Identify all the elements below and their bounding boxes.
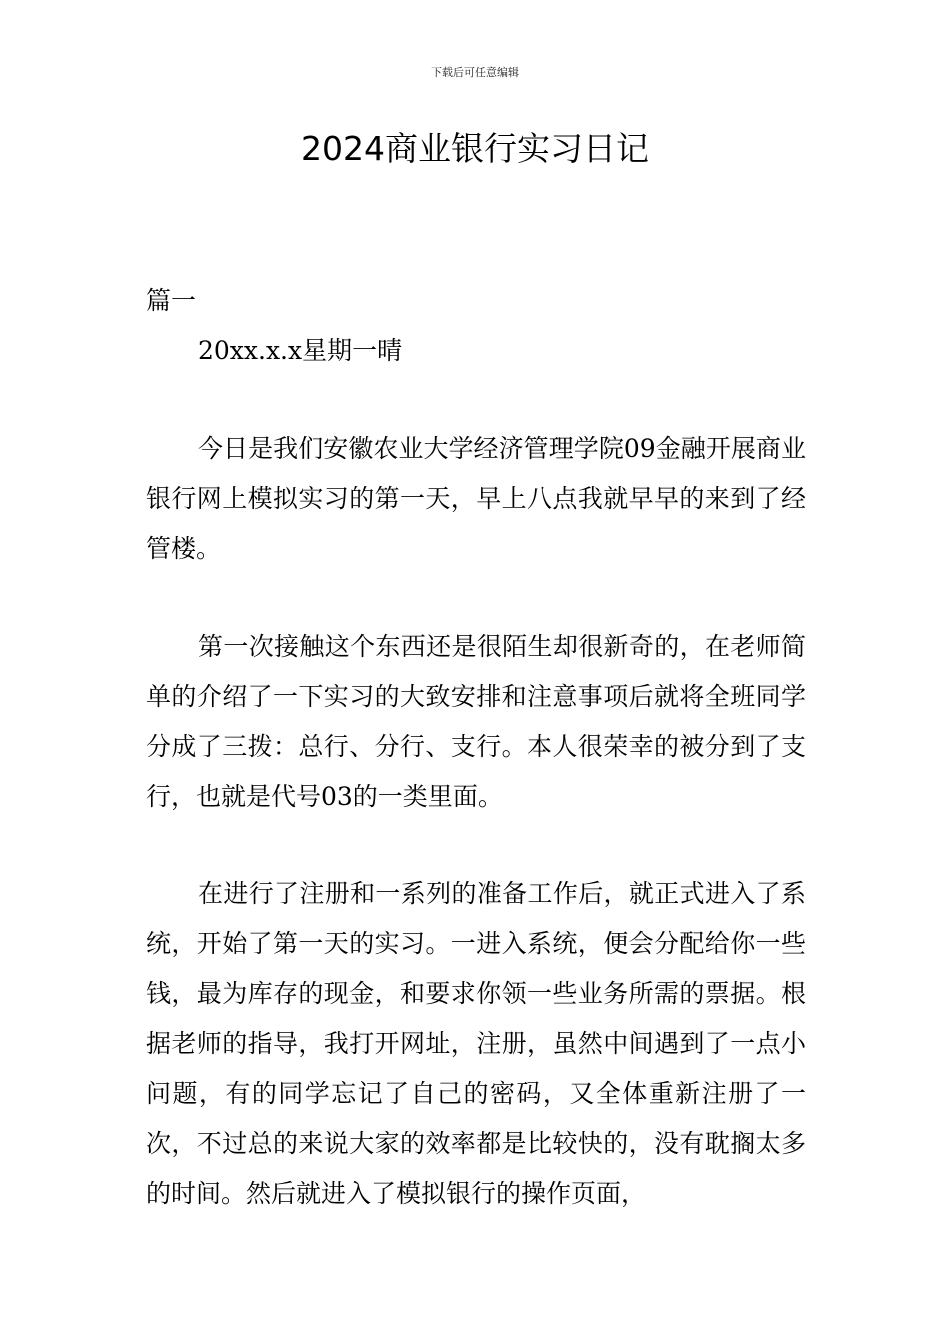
document-title: 2024商业银行实习日记 bbox=[301, 129, 649, 168]
paragraph-2: 第一次接触这个东西还是很陌生却很新奇的，在老师简单的介绍了一下实习的大致安排和注意事项后就将全班同学分成了三拨：总行、分行、支行。本人很荣幸的被分到了支行，也就是代号03的一类里面。 bbox=[146, 632, 806, 811]
paragraph-1: 今日是我们安徽农业大学经济管理学院09金融开展商业银行网上模拟实习的第一天，早上八点我就早早的来到了经管楼。 bbox=[146, 434, 806, 563]
paragraph-3: 在进行了注册和一系列的准备工作后，就正式进入了系统，开始了第一天的实习。一进入系统，便会分配给你一些钱，最为库存的现金，和要求你领一些业务所需的票据。根据老师的指导，我打开网址，注册，虽然中间遇到了一点小问题，有的同学忘记了自己的密码，又全体重新注册了一次，不过总的来说大家的效率都是比较快的，没有耽搁太多的时间。然后就进入了模拟银行的操作页面， bbox=[146, 879, 806, 1208]
section-label: 篇一 bbox=[146, 286, 197, 315]
diary-date-line: 20xx.x.x星期一晴 bbox=[198, 336, 403, 365]
header-note: 下载后可任意编辑 bbox=[431, 66, 519, 79]
